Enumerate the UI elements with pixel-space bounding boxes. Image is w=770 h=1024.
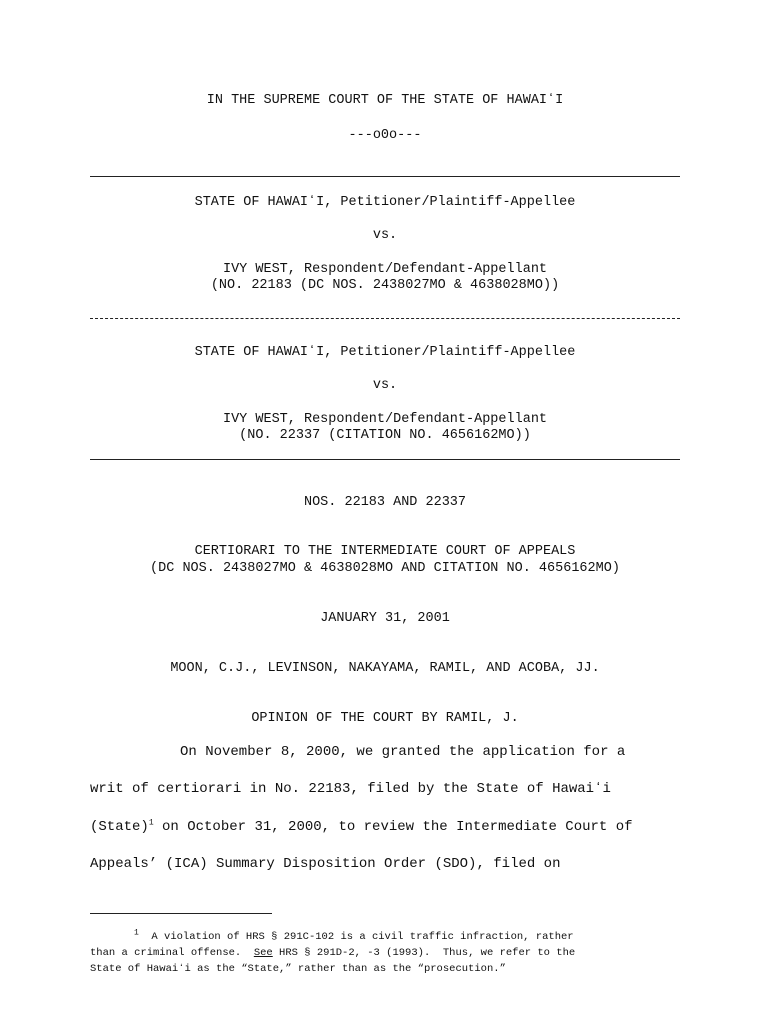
footnote-text-2a: than a criminal offense. <box>90 947 254 959</box>
body-line-3 <box>90 819 680 835</box>
footnote-ref: 1 <box>148 818 154 828</box>
body-line-2: writ of certiorari in No. 22183, filed by the State of Hawaiʻi <box>90 781 611 797</box>
case2-respondent: IVY WEST, Respondent/Defendant-Appellant <box>222 412 548 427</box>
footnote-rule <box>90 913 272 914</box>
footnote-line-2 <box>90 945 680 961</box>
ornament: ---o0o--- <box>348 128 422 143</box>
body-line-3-start: (State) <box>90 819 149 835</box>
body-line-3-end: on October 31, 2000, to review the Intermediate Court of <box>153 819 633 835</box>
docket-numbers: NOS. 22183 AND 22337 <box>303 495 467 510</box>
footnote-text-2b: HRS § 291D-2, -3 (1993). Thus, we refer to the <box>272 947 576 959</box>
body-line-4: Appeals’ (ICA) Summary Disposition Order (SDO), filed on <box>90 856 561 872</box>
footnote-text-1: A violation of HRS § 291C-102 is a civil traffic infraction, rather <box>151 931 574 943</box>
case2-number: (NO. 22337 (CITATION NO. 4656162MO)) <box>239 428 531 443</box>
case1-number: (NO. 22183 (DC NOS. 2438027MO & 4638028MO)) <box>210 278 560 293</box>
decision-date: JANUARY 31, 2001 <box>320 611 450 626</box>
body-line-1: On November 8, 2000, we granted the application for a <box>180 744 626 760</box>
opinion-by: OPINION OF THE COURT BY RAMIL, J. <box>251 711 519 726</box>
footnote-marker: 1 <box>134 928 139 938</box>
certiorari-line1: CERTIORARI TO THE INTERMEDIATE COURT OF APPEALS <box>194 544 576 559</box>
top-rule <box>90 176 680 177</box>
justices: MOON, C.J., LEVINSON, NAKAYAMA, RAMIL, AND ACOBA, JJ. <box>170 661 600 676</box>
court-title: IN THE SUPREME COURT OF THE STATE OF HAWAIʻI <box>206 93 564 108</box>
certiorari-line2: (DC NOS. 2438027MO & 4638028MO AND CITATION NO. 4656162MO) <box>150 561 620 576</box>
footnote-line-1 <box>90 929 680 945</box>
footnote-see: See <box>253 947 273 959</box>
case2-petitioner: STATE OF HAWAIʻI, Petitioner/Plaintiff-Appellee <box>194 345 576 360</box>
case2-vs: vs. <box>372 378 398 393</box>
footnote-line-3: State of Hawaiʻi as the “State,” rather than as the “prosecution.” <box>90 963 506 975</box>
bottom-rule <box>90 459 680 460</box>
dashed-divider <box>90 318 680 319</box>
case1-vs: vs. <box>372 228 398 243</box>
case1-petitioner: STATE OF HAWAIʻI, Petitioner/Plaintiff-Appellee <box>194 195 576 210</box>
case1-respondent: IVY WEST, Respondent/Defendant-Appellant <box>222 262 548 277</box>
